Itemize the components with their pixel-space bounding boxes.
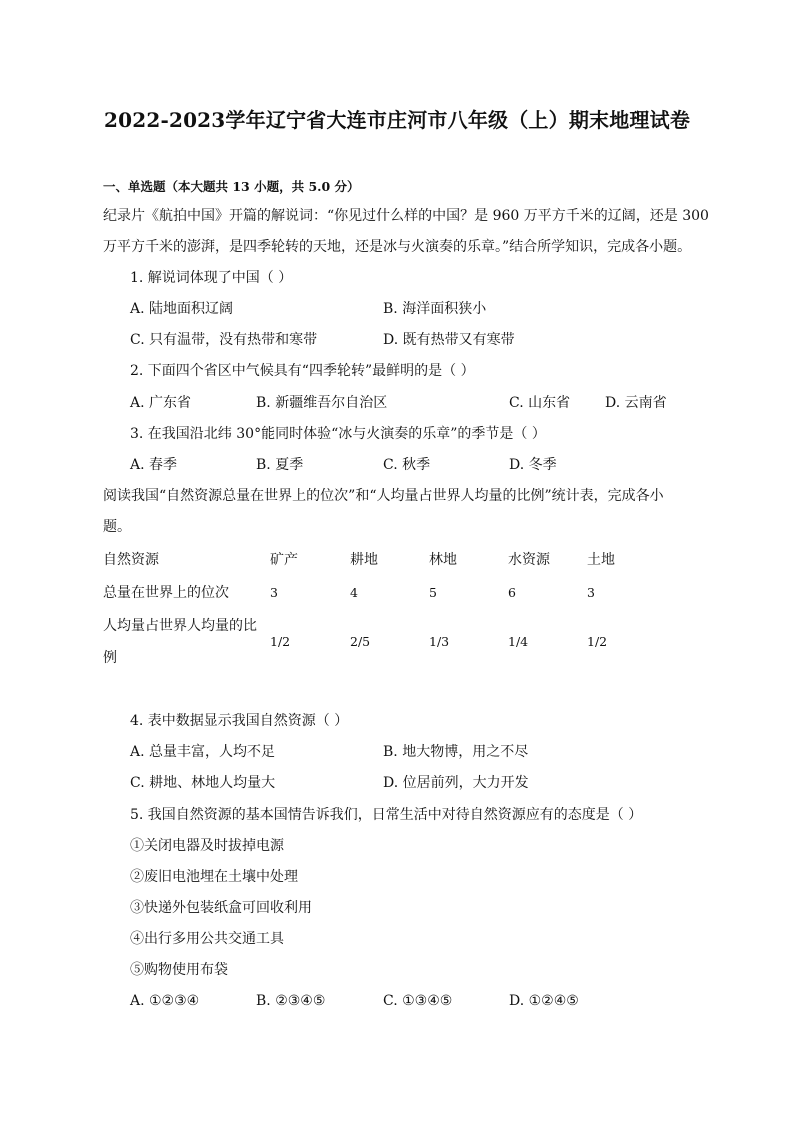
table-row-label-per-capita-1: 人均量占世界人均量的比 <box>103 618 257 634</box>
table-header-land: 土地 <box>587 552 615 568</box>
question-4-option-d: D. 位居前列，大力开发 <box>383 775 529 791</box>
question-5-option-d: D. ①②④⑤ <box>509 993 579 1009</box>
question-5-option-b: B. ②③④⑤ <box>256 993 326 1009</box>
table-cell: 3 <box>270 585 278 600</box>
question-4-option-b: B. 地大物博，用之不尽 <box>383 744 529 760</box>
question-1-option-c: C. 只有温带，没有热带和寒带 <box>130 332 318 348</box>
question-2-option-d: D. 云南省 <box>605 395 667 411</box>
table-header-farmland: 耕地 <box>350 552 378 568</box>
question-3-option-c: C. 秋季 <box>383 457 431 473</box>
question-2-option-c: C. 山东省 <box>509 395 571 411</box>
table-cell: 1/2 <box>270 634 291 649</box>
question-5-stem: 5. 我国自然资源的基本国情告诉我们，日常生活中对待自然资源应有的态度是（ ） <box>130 807 643 823</box>
exam-title: 2022-2023学年辽宁省大连市庄河市八年级（上）期末地理试卷 <box>103 108 691 132</box>
question-5-item-4: ④出行多用公共交通工具 <box>130 931 284 947</box>
table-cell: 1/3 <box>429 634 450 649</box>
table-cell: 3 <box>587 585 595 600</box>
question-5-item-5: ⑤购物使用布袋 <box>130 962 228 978</box>
question-1-stem: 1. 解说词体现了中国（ ） <box>130 270 293 286</box>
question-2-option-a: A. 广东省 <box>130 395 192 411</box>
table-intro-line-2: 题。 <box>103 519 131 535</box>
table-row-label-per-capita-2: 例 <box>103 650 117 666</box>
question-3-option-d: D. 冬季 <box>509 457 557 473</box>
question-3-option-a: A. 春季 <box>130 457 178 473</box>
table-cell: 4 <box>350 585 358 600</box>
table-header-resource: 自然资源 <box>103 552 159 568</box>
table-header-water: 水资源 <box>508 552 550 568</box>
question-4-stem: 4. 表中数据显示我国自然资源（ ） <box>130 713 349 729</box>
question-5-option-c: C. ①③④⑤ <box>383 993 453 1009</box>
table-header-forest: 林地 <box>429 552 457 568</box>
section-heading: 一、单选题（本大题共 13 小题，共 5.0 分） <box>103 179 360 194</box>
question-2-stem: 2. 下面四个省区中气候具有“四季轮转”最鲜明的是（ ） <box>130 363 475 379</box>
question-4-option-c: C. 耕地、林地人均量大 <box>130 775 276 791</box>
question-3-stem: 3. 在我国沿北纬 30°能同时体验“冰与火演奏的乐章”的季节是（ ） <box>130 426 546 442</box>
question-1-option-b: B. 海洋面积狭小 <box>383 301 487 317</box>
question-5-item-2: ②废旧电池埋在土壤中处理 <box>130 869 298 885</box>
table-cell: 2/5 <box>350 634 371 649</box>
intro-line-1: 纪录片《航拍中国》开篇的解说词：“你见过什么样的中国？是 960 万平方千米的辽阔，还是 300 <box>103 208 709 224</box>
intro-line-2: 万平方千米的澎湃，是四季轮转的天地，还是冰与火演奏的乐章。”结合所学知识，完成各小题。 <box>103 239 692 255</box>
question-1-option-d: D. 既有热带又有寒带 <box>383 332 515 348</box>
question-2-option-b: B. 新疆维吾尔自治区 <box>256 395 388 411</box>
question-5-option-a: A. ①②③④ <box>130 993 200 1009</box>
question-4-option-a: A. 总量丰富，人均不足 <box>130 744 276 760</box>
question-1-option-a: A. 陆地面积辽阔 <box>130 301 234 317</box>
question-5-item-3: ③快递外包装纸盒可回收利用 <box>130 900 312 916</box>
table-intro-line-1: 阅读我国“自然资源总量在世界上的位次”和“人均量占世界人均量的比例”统计表，完成各小 <box>103 488 664 504</box>
table-cell: 1/2 <box>587 634 608 649</box>
table-cell: 5 <box>429 585 437 600</box>
table-row-label-rank: 总量在世界上的位次 <box>103 585 229 601</box>
question-3-option-b: B. 夏季 <box>256 457 304 473</box>
table-cell: 1/4 <box>508 634 529 649</box>
table-cell: 6 <box>508 585 516 600</box>
table-header-minerals: 矿产 <box>270 552 298 568</box>
question-5-item-1: ①关闭电器及时拔掉电源 <box>130 838 284 854</box>
